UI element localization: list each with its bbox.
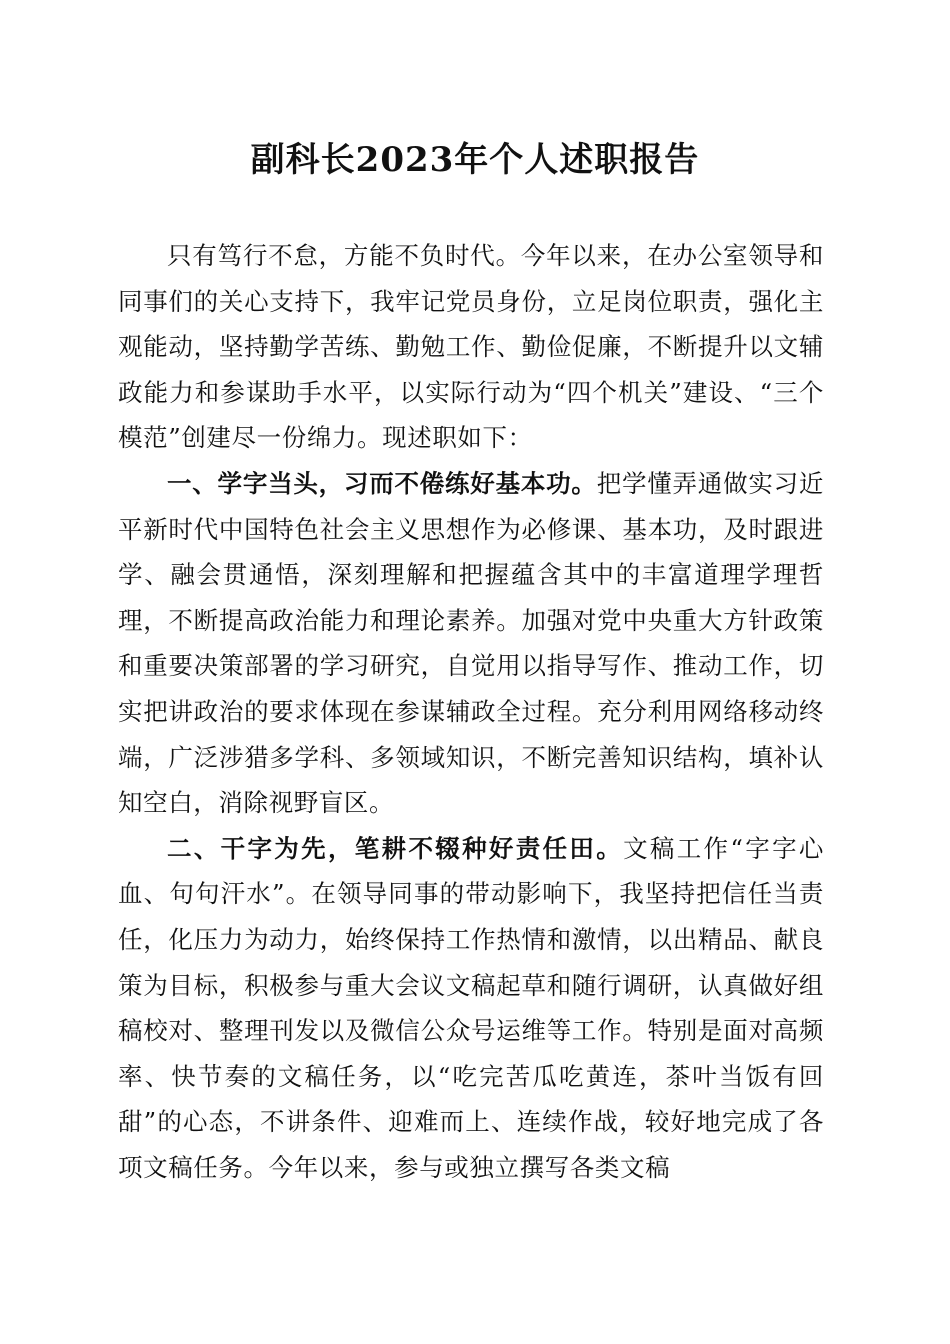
paragraph-intro [118,233,824,461]
section-heading: 一、学字当头，习而不倦练好基本功。 [167,468,597,498]
paragraph-text: 只有笃行不怠，方能不负时代。今年以来，在办公室领导和同事们的关心支持下，我牢记党员身份，立足岗位职责，强化主观能动，坚持勤学苦练、勤勉工作、勤俭促廉，不断提升以文辅政能力和参谋助手水平，以实际行动为“四个机关”建设、“三个模范”创建尽一份绵力。现述职如下： [118,241,824,453]
paragraph-text: 把学懂弄通做实习近平新时代中国特色社会主义思想作为必修课、基本功，及时跟进学、融会贯通悟，深刻理解和把握蕴含其中的丰富道理学理哲理，不断提高政治能力和理论素养。加强对党中央重大方针政策和重要决策部署的学习研究，自觉用以指导写作、推动工作，切实把讲政治的要求体现在参谋辅政全过程。充分利用网络移动终端，广泛涉猎多学科、多领域知识，不断完善知识结构，填补认知空白，消除视野盲区。 [118,468,824,818]
section-heading: 二、干字为先，笔耕不辍种好责任田。 [167,833,624,863]
document-body [118,233,824,1190]
paragraph-section-1 [118,461,824,826]
paragraph-section-2 [118,826,824,1191]
paragraph-text: 文稿工作“字字心血、句句汗水”。在领导同事的带动影响下，我坚持把信任当责任，化压力为动力，始终保持工作热情和激情，以出精品、献良策为目标，积极参与重大会议文稿起草和随行调研，认真做好组稿校对、整理刊发以及微信公众号运维等工作。特别是面对高频率、快节奏的文稿任务，以“吃完苦瓜吃黄连，茶叶当饭有回甜”的心态，不讲条件、迎难而上、连续作战，较好地完成了各项文稿任务。今年以来，参与或独立撰写各类文稿 [118,833,824,1182]
document-title: 副科长2023年个人述职报告 [250,140,700,180]
